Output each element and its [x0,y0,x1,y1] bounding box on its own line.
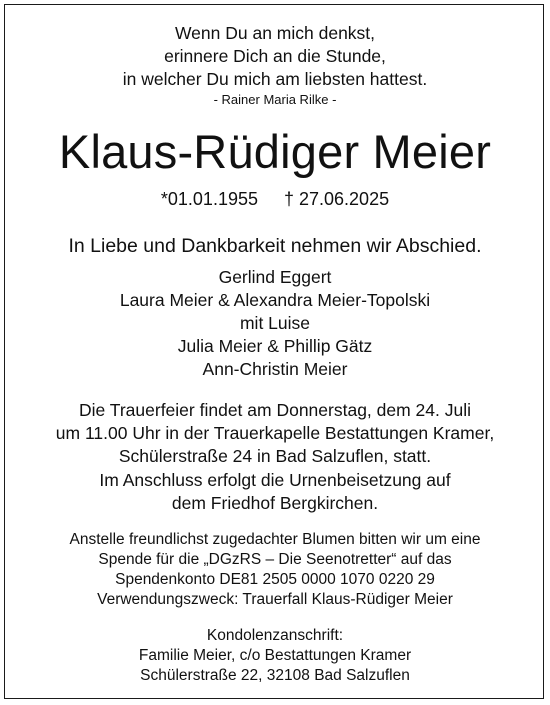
life-dates [0,188,550,210]
birth-date: *01.01.1955 [160,189,258,209]
donation-line: Anstelle freundlichst zugedachter Blumen bitten wir um eine [69,531,481,548]
donation-info [0,530,550,610]
ceremony-line: um 11.00 Uhr in der Trauerkapelle Bestattungen Kramer, [55,423,495,443]
poem-line: in welcher Du mich am liebsten hattest. [122,69,428,89]
condolence-line: Kondolenzanschrift: [206,627,344,644]
condolence-address [0,626,550,686]
donation-line: Spendenkonto DE81 2505 0000 1070 0220 29 [115,571,435,588]
donation-line: Spende für die „DGzRS – Die Seenotretter“ auf das [98,551,452,568]
poem-author: - Rainer Maria Rilke - [213,92,337,107]
family-member: Laura Meier & Alexandra Meier-Topolski [119,290,431,310]
urn-burial-line: dem Friedhof Bergkirchen. [171,493,379,513]
family-member: Julia Meier & Phillip Gätz [177,336,373,356]
death-date: † 27.06.2025 [283,189,390,209]
condolence-line: Familie Meier, c/o Bestattungen Kramer [138,647,412,664]
poem-line: Wenn Du an mich denkst, [174,23,376,43]
family-member: Ann-Christin Meier [202,359,348,379]
urn-burial-info [0,469,550,515]
family-member: mit Luise [239,313,311,333]
farewell-text: In Liebe und Dankbarkeit nehmen wir Abschied. [68,235,482,257]
deceased-name: Klaus-Rüdiger Meier [58,125,492,178]
condolence-line: Schülerstraße 22, 32108 Bad Salzuflen [140,667,410,684]
poem-line: erinnere Dich an die Stunde, [164,46,386,66]
poem [0,22,550,91]
family-list [0,266,550,381]
ceremony-line: Die Trauerfeier findet am Donnerstag, dem 24. Juli [79,400,471,420]
donation-line: Verwendungszweck: Trauerfall Klaus-Rüdiger Meier [97,591,453,608]
family-member: Gerlind Eggert [218,267,332,287]
ceremony-line: Schülerstraße 24 in Bad Salzuflen, statt. [118,446,432,466]
ceremony-info [0,399,550,468]
urn-burial-line: Im Anschluss erfolgt die Urnenbeisetzung auf [99,470,451,490]
